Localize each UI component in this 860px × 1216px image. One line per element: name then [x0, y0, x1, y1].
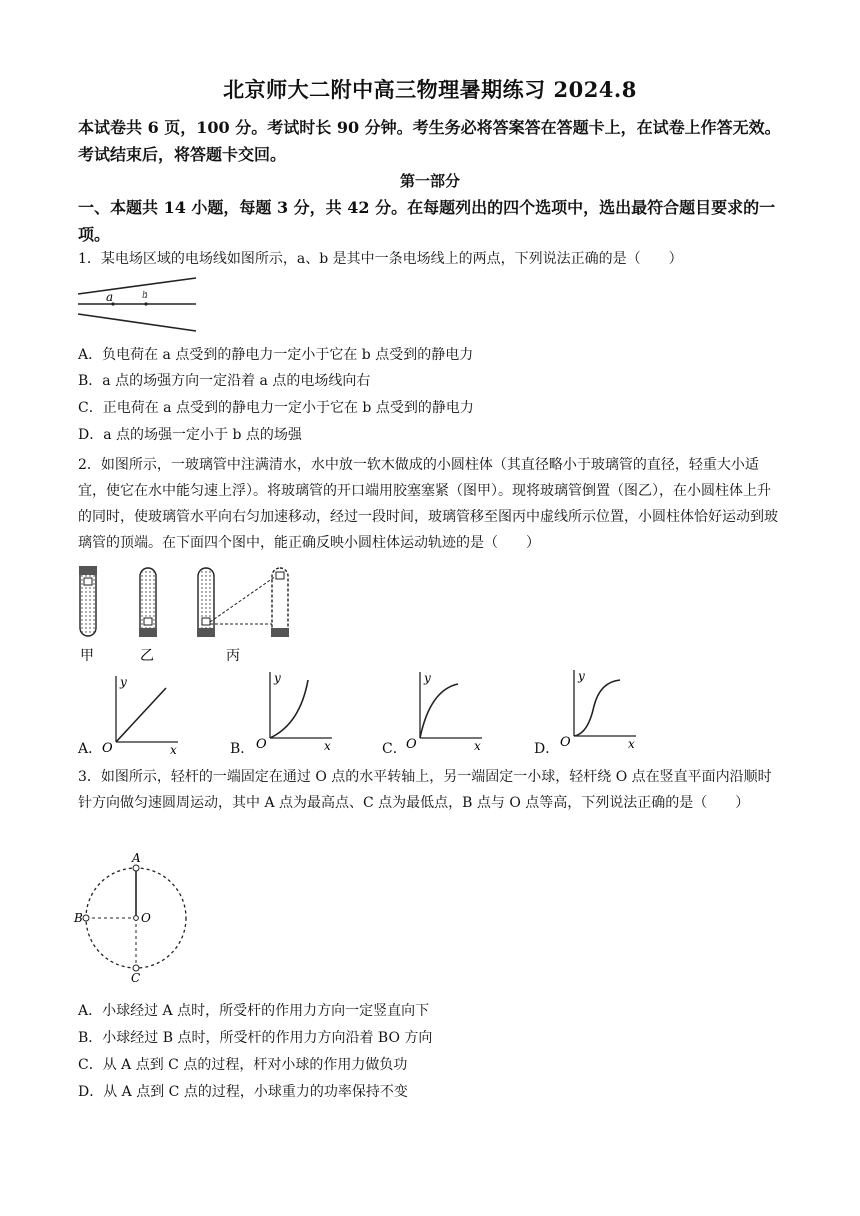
- exam-notice: 本试卷共 6 页，100 分。考试时长 90 分钟。考生务必将答案答在答题卡上，在试卷上作答无效。考试结束后，将答题卡交回。: [78, 118, 781, 164]
- q3-label-O: O: [141, 911, 151, 925]
- q2b-x-label: x: [324, 739, 331, 752]
- q2c-x-label: x: [474, 739, 481, 752]
- q2-label-bing: 丙: [226, 648, 240, 664]
- q2-label-yi: 乙: [140, 648, 154, 664]
- question-3-stem: 3．如图所示，轻杆的一端固定在通过 O 点的水平转轴上，另一端固定一小球，轻杆绕 O 点在竖直平面内沿顺时针方向做匀速圆周运动，其中 A 点为最高点、C 点为最低点，B 点与 O 点等高，下列说法正确的是（ ）: [78, 769, 772, 811]
- q3-circle-figure: [72, 850, 196, 986]
- q2-option-d-label: D．: [534, 741, 560, 757]
- q2d-origin-label: O: [560, 735, 571, 750]
- q1-option-d: D．a 点的场强一定小于 b 点的场强: [78, 427, 302, 443]
- q1-label-b: b: [142, 291, 148, 301]
- q2-option-b-label: B．: [230, 741, 255, 757]
- q2a-origin-label: O: [102, 741, 113, 754]
- page-title: 北京师大二附中高三物理暑期练习 2024.8: [223, 77, 637, 102]
- q2c-origin-label: O: [406, 737, 417, 752]
- q2a-x-label: x: [170, 743, 177, 754]
- part-title: 第一部分: [399, 172, 460, 190]
- q2a-y-label: y: [120, 675, 127, 689]
- q2-graph-c: [402, 668, 486, 752]
- q2b-y-label: y: [274, 671, 281, 685]
- q3-option-c: C．从 A 点到 C 点的过程，杆对小球的作用力做负功: [78, 1057, 408, 1073]
- q2c-y-label: y: [424, 671, 431, 685]
- q1-option-c: C．正电荷在 a 点受到的静电力一定小于它在 b 点受到的静电力: [78, 400, 474, 416]
- question-2-stem: 2．如图所示，一玻璃管中注满清水，水中放一软木做成的小圆柱体（其直径略小于玻璃管的直径，轻重大小适宜，使它在水中能匀速上浮）。将玻璃管的开口端用胶塞塞紧（图甲）。现将玻璃管倒置（图乙），在小圆柱体上升的同时，使玻璃管水平向右匀加速移动，经过一段时间，玻璃管移至图丙中虚线所示位置，小圆柱体恰好运动到玻璃管的顶端。在下面四个图中，能正确反映小圆柱体运动轨迹的是（ ）: [78, 457, 778, 551]
- q1-field-lines-figure: [76, 276, 200, 336]
- q2-graph-b: [252, 668, 336, 752]
- q3-label-B: B: [74, 911, 83, 925]
- q3-label-C: C: [131, 971, 141, 985]
- q2-graph-d: [556, 666, 640, 750]
- q3-label-A: A: [132, 851, 141, 865]
- q2-label-jia: 甲: [80, 648, 94, 664]
- q2d-y-label: y: [578, 669, 585, 683]
- q1-option-a: A．负电荷在 a 点受到的静电力一定小于它在 b 点受到的静电力: [78, 347, 474, 363]
- section-header: 一、本题共 14 小题，每题 3 分，共 42 分。在每题列出的四个选项中，选出最符合题目要求的一项。: [78, 198, 776, 244]
- q1-label-a: a: [106, 290, 114, 304]
- q1-option-b: B．a 点的场强方向一定沿着 a 点的电场线向右: [78, 373, 371, 389]
- q3-option-b: B．小球经过 B 点时，所受杆的作用力方向沿着 BO 方向: [78, 1030, 433, 1046]
- q2-option-c-label: C．: [382, 741, 407, 757]
- q2-option-a-label: A．: [78, 741, 103, 757]
- q2b-origin-label: O: [256, 737, 267, 752]
- q3-option-d: D．从 A 点到 C 点的过程，小球重力的功率保持不变: [78, 1084, 408, 1100]
- q2-graph-a: [98, 672, 182, 754]
- q2d-x-label: x: [628, 737, 635, 750]
- q3-option-a: A．小球经过 A 点时，所受杆的作用力方向一定竖直向下: [78, 1003, 430, 1019]
- q2-tube-figure: [76, 562, 296, 666]
- question-1-stem: 1．某电场区域的电场线如图所示，a、b 是其中一条电场线上的两点，下列说法正确的是（ ）: [78, 251, 683, 267]
